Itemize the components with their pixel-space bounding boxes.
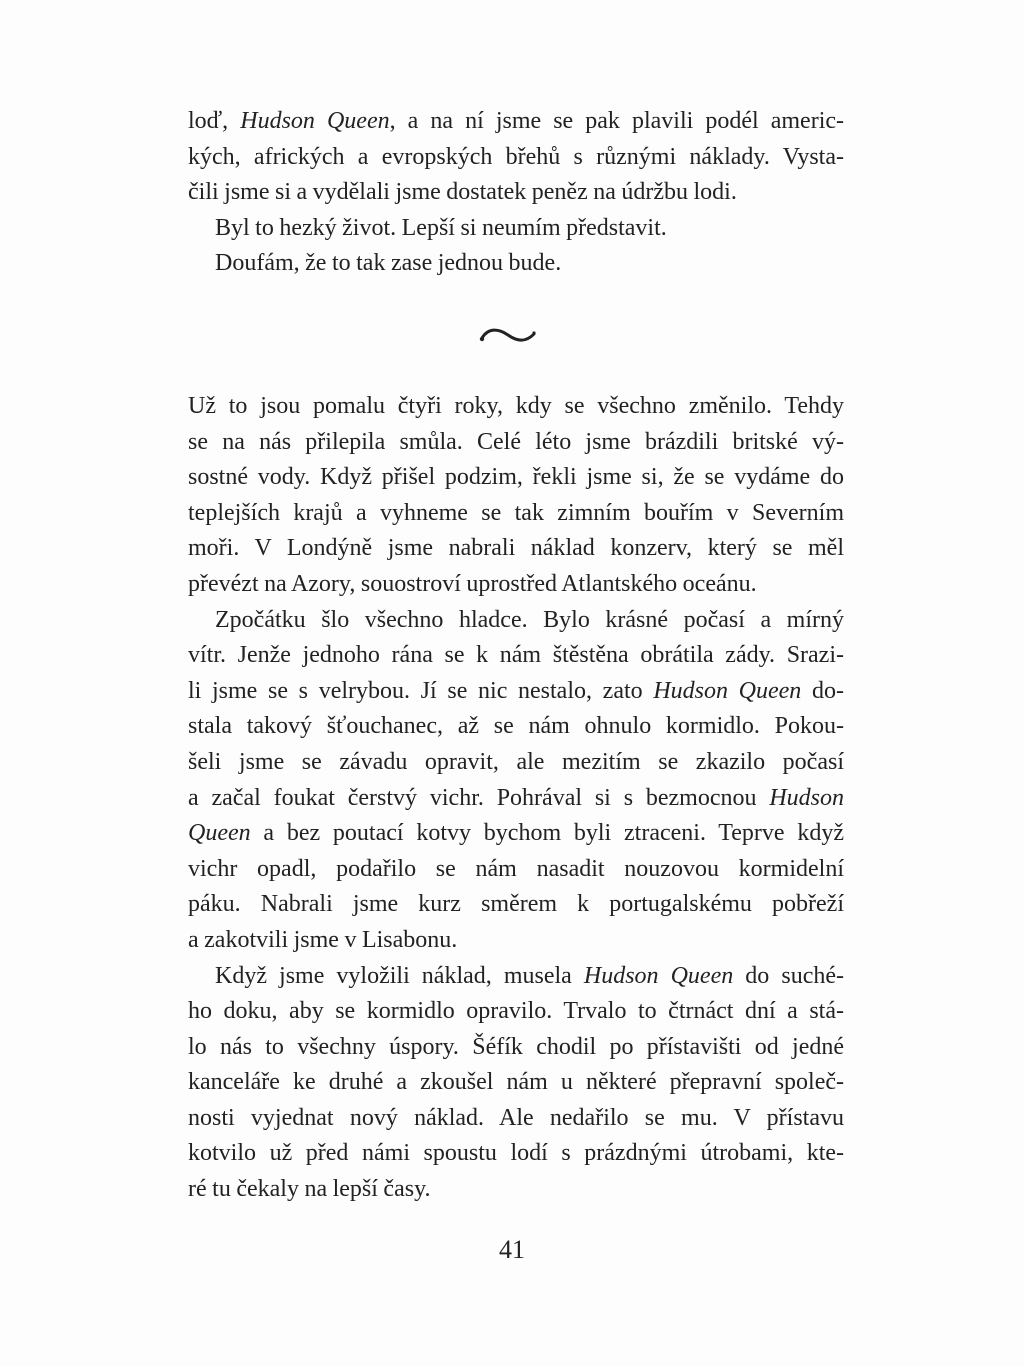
text-run: ho doku, aby se kormidlo opravilo. Trvalo to čtrnáct dní a stá-	[188, 998, 844, 1025]
text-run: Zpočátku šlo všechno hladce. Bylo krásné počasí a mírný	[215, 606, 844, 633]
text-run: vítr. Jenže jednoho rána se k nám štěstěna obrátila zády. Srazi-	[188, 642, 844, 669]
text-run: sostné vody. Když přišel podzim, řekli jsme si, že se vydáme do	[188, 464, 844, 491]
text-line	[188, 389, 844, 425]
italic-ship-name: Hudson Queen	[653, 677, 802, 704]
text-run: teplejších krajů a vyhneme se tak zimním bouřím v Severním	[188, 499, 844, 526]
text-line	[188, 1136, 844, 1172]
text-line	[188, 567, 844, 603]
text-line	[188, 460, 844, 496]
text-line	[188, 211, 844, 247]
text-run: se na nás přilepila smůla. Celé léto jsme brázdili britské vý-	[188, 428, 844, 455]
text-run: kanceláře ke druhé a zkoušel nám u některé přepravní společ-	[188, 1069, 844, 1096]
text-run: čili jsme si a vydělali jsme dostatek peněz na údržbu lodi.	[188, 179, 737, 206]
italic-ship-name: Hudson Queen	[240, 108, 390, 134]
text-run: stala takový šťouchanec, až se nám ohnulo kormidlo. Pokou-	[188, 713, 844, 740]
italic-ship-name: Hudson	[769, 784, 844, 811]
text-line	[188, 959, 844, 995]
text-line	[188, 246, 844, 282]
text-run: ré tu čekaly na lepší časy.	[188, 1176, 431, 1203]
text-run: Už to jsou pomalu čtyři roky, kdy se všechno změnilo. Tehdy	[188, 393, 844, 419]
text-run: Když jsme vyložili náklad, musela	[215, 962, 584, 989]
text-line	[188, 531, 844, 567]
text-run: Doufám, že to tak zase jednou bude.	[215, 250, 562, 277]
text-run: převézt na Azory, souostroví uprostřed Atlantského oceánu.	[188, 570, 757, 597]
italic-ship-name: Queen	[188, 820, 251, 847]
text-line	[188, 1030, 844, 1066]
text-line	[188, 923, 844, 959]
text-run: a zakotvili jsme v Lisabonu.	[188, 926, 458, 953]
text-line	[188, 994, 844, 1030]
text-line	[188, 781, 844, 817]
text-line	[188, 816, 844, 852]
text-run: , a na ní jsme se pak plavili podél americ-	[389, 108, 845, 134]
text-run: šeli jsme se závadu opravit, ale mezitím se zkazilo počasí	[188, 748, 844, 775]
text-line	[188, 496, 844, 532]
text-run: páku. Nabrali jsme kurz směrem k portugalskému pobřeží	[188, 891, 844, 918]
italic-ship-name: Hudson Queen	[583, 962, 734, 989]
text-run: do suché-	[733, 962, 844, 989]
text-line	[188, 709, 844, 745]
text-line	[188, 638, 844, 674]
text-run: a bez poutací kotvy bychom byli ztraceni. Teprve když	[250, 820, 844, 847]
text-run: do-	[801, 677, 844, 704]
text-line	[188, 745, 844, 781]
page-number: 41	[499, 1235, 525, 1264]
text-run: kotvilo už před námi spoustu lodí s prázdnými útrobami, kte-	[188, 1140, 844, 1167]
text-run: li jsme se s velrybou. Jí se nic nestalo, zato	[188, 677, 654, 704]
text-line	[188, 175, 844, 211]
text-run: Byl to hezký život. Lepší si neumím představit.	[215, 214, 667, 241]
text-line	[188, 1065, 844, 1101]
text-line	[188, 1101, 844, 1137]
text-section-1	[188, 104, 844, 282]
text-run: lo nás to všechny úspory. Šéfík chodil po přístavišti od jedné	[188, 1033, 844, 1060]
text-run: loď,	[188, 108, 241, 134]
text-line	[188, 887, 844, 923]
text-section-2	[188, 389, 844, 1208]
text-run: a začal foukat čerstvý vichr. Pohrával si s bezmocnou	[188, 784, 770, 811]
text-line	[188, 852, 844, 888]
text-line	[188, 603, 844, 639]
text-line	[188, 674, 844, 710]
text-run: nosti vyjednat nový náklad. Ale nedařilo se mu. V přístavu	[188, 1104, 844, 1131]
text-run: kých, afrických a evropských břehů s různými náklady. Vysta-	[188, 143, 844, 170]
text-run: moři. V Londýně jsme nabrali náklad konzerv, který se měl	[188, 535, 844, 562]
text-line	[188, 425, 844, 461]
tilde-ornament-icon	[476, 322, 542, 350]
text-line	[188, 1172, 844, 1208]
text-run: vichr opadl, podařilo se nám nasadit nouzovou kormidelní	[188, 855, 844, 882]
text-line	[188, 140, 844, 176]
text-line	[188, 104, 844, 140]
